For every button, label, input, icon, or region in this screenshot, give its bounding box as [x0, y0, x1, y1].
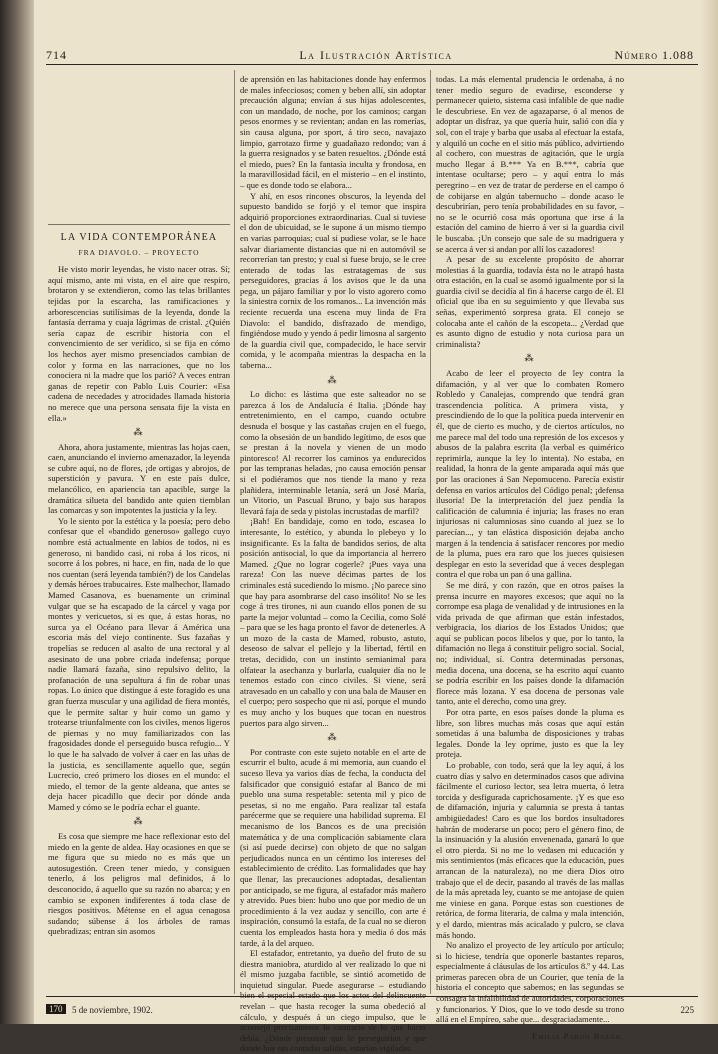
page-edge: [700, 0, 718, 1024]
section-separator: ⁂: [133, 427, 145, 438]
magazine-page: [34, 0, 718, 1054]
footer-rule: [46, 996, 698, 997]
previous-article-end: [48, 74, 230, 225]
footer-date: 5 de noviembre, 1902.: [72, 1005, 153, 1015]
paragraph: Por contraste con este sujeto notable en el arte de escurrir el bulto, acude á mi memoria, aun cuando el suceso lleva ya varios días de fecha, la conducta del falsificador que consiguió estafar al Banco de mi pueblo una suma respetable: setenta mil y pico de pesetas, si no me engaño. Para realizar tal estafa parécerme que se requiere una habilidad suprema. El mecanismo de los Bancos es de una precisión matemática y de una complicación sabiamente clara (si así puede decirse) con objeto de que no salgan perjudicados nunca en un céntimo los intereses del establecimiento de crédito. Las formalidades que hay que llenar, las precauciones adoptadas, desalientan por anticipado, se me figura, al estafador más mañero y atrevido. Pues bien: hubo uno que por medio de un procedimiento á la vez audaz y sencillo, con arte é inspiración, consumó la estafa, de la cual no se dieron cuenta los empleados hasta hora y media ó dos más tarde, á la del arqueo.: [240, 746, 426, 948]
header-page-number: 714: [46, 48, 67, 62]
section-separator: ⁂: [524, 353, 536, 364]
header-rule: [46, 64, 698, 65]
paragraph: Lo dicho: es lástima que este salteador no se parezca á los de Andalucía é Italia. ¡Dónde hay entretenimiento, en el campo, cuando octubre desnuda el bosque y las castañas crujen en el fuego, como la obsesión de un bandido legítimo, de esos que se prestan á la novela y vienen de un modo pintoresco! Al recorrer los caminos ya endurecidos por las tempranas heladas, ¡no causa emoción pensar si el podiéramos que nos tiende la mano y reza plañidera, interminable letanía, será un José María, un Vitorio, un Pascual Bruno, y bajo sus harapos llevará faja de seda y pistolas incrustadas de marfil?: [240, 389, 426, 516]
paragraph: Se me dirá, y con razón, que en otros países la prensa incurre en mayores excesos; que aquí no la corrompe esa plaga de venalidad y de intrusiones en la vida privada de que afirman que están infestados, verbigracia, los diarios de los Estados Unidos; que aquí se publican pocos libelos y que, por lo tanto, la difamación no llega á constituir peligro social. Social, no; individual, sí. Contra determinadas personas, media docena, una docena, se ha escrito aquí cuanto se podría escribir en los países donde la difamación florece más lozana. Y esa docena de personas vale tanto, ante el derecho, como una grey.: [436, 579, 624, 707]
paragraph: Por otra parte, en esos países donde la pluma es libre, son libres muchas más cosas que aquí están sometidas á una balumba de disposiciones y trabas legales. Donde la ley oprime, justo es que la ley proteja.: [436, 707, 624, 760]
column-divider: [234, 70, 235, 994]
paragraph: Es cosa que siempre me hace reflexionar esto del miedo en la gente de aldea. Hay ocasiones en que se me figura que su miedo no es más que un autosugestión. Creen tener miedo, y consiguen tenerlo, á los peligros mal definidos, á lo desconocido, á aquello que su razón no abarca; y en cambio se exponen indiferentes á toda clase de riesgos positivos. Métense en el agua cenagosa sudando; súbense á los árboles de ramas quebradizas; entran sin asomos: [48, 831, 230, 937]
paragraph: de aprensión en las habitaciones donde hay enfermos de males infecciosos; comen y beben allí, sin adoptar precaución alguna; envían á sus hijas adolescentes, con un mandado, de noche, por los caminos; cargan pesos enormes y se revientan; andan en las romerías, sin causa alguna, por sport, á tiro seco, navajazo limpio, garrotazo firme y guadañazo redondo; van á la guerra resignados y se baten resueltos. ¿Dónde está el miedo, pues? En la fantasía inculta y frondosa, en la maravillosidad fácil, en el misterio – en el instinto, – que es donde todo se elabora...: [240, 74, 426, 190]
column-1: [48, 74, 230, 994]
paragraph: He visto morir leyendas, he visto nacer otras. Sí; aquí mismo, ante mi vista, en el aire que respiro, brotaron y se extendieron, como las telas brillantes tejidas por la escarcha, las ramificaciones y arborescencias sutilísimas de la leyenda, donde la fantasía derrama y cuaja lágrimas de cristal. ¿Quién sería capaz de escribir historia con el convencimiento de ser verídico, si se fija en cómo los hechos ayer mismo presenciados cambian de color y forma en las narraciones, que no los conociera ni la madre que los parió? A veces entran ganas de repetir con Pablo Luis Courier: «Esa cadena de necedades y atrocidades llamada historia no merece que una persona sensata fije la vista en ella.»: [48, 264, 230, 423]
column-3: [436, 74, 624, 1041]
paragraph: No analizo el proyecto de ley artículo por artículo; si lo hiciese, tendría que oponerle bastantes reparos, especialmente á cláusulas de los artículos 8.º y 44. Las primeras parecen obra de un Courier, que tenía de la historia el concepto que sabemos; en las segundas se consagra la infalibilidad de autoridades, corporaciones y funcionarios. Y Dios, que lo ve todo desde su trono allá en el Empíreo, sabe que... desgraciadamente...: [436, 940, 624, 1025]
paragraph: A pesar de su excelente propósito de ahorrar molestias á la guardia, todavía ésta no le atrapó hasta otra estación, en la cual se asomó igualmente por si la guardia civil se decidía al fin á hacerse cargo de él. El oficial que iba en su seguimiento y que llevaba sus señas, experimentó sorpresa grata. El conejo se colocaba ante el cañón de la escopeta... ¿Verdad que es asunto digno de estudio y nota curiosa para un criminalista?: [436, 254, 624, 349]
footer-issue-number: 170: [46, 1004, 66, 1014]
footer-page-number: 225: [680, 1005, 694, 1015]
section-title: LA VIDA CONTEMPORÁNEA: [60, 232, 218, 243]
header-issue: Número 1.088: [614, 48, 694, 62]
author-signature: Emilia Pardo Bazán.: [532, 1030, 624, 1041]
section-subtitle: FRA DIAVOLO. – PROYECTO: [78, 247, 200, 257]
paragraph: Yo le siento por la estética y la poesía; pero debo confesar que el «bandido generoso» gallego cuyo nombre está actualmente en labios de todos, ni es generoso, ni bandido casi, ni roba á los ricos, ni socorre á los pobres, ni hace, en fin, nada de lo que nos cuentan (será leyenda también?) de los Candelas y demás héroes trabucaires. Este malhechor, llamado Mamed Casanova, es buenamente un criminal vulgar que se ha escapado de la cárcel y vaga por montes y vericuetos, si es que, á estas horas, no surca ya el Océano para llevar á América una escoria más del viejo continente. Sus fazañas y tropelías se reducen al asalto de una rectoral y al asesinato de una pobre criada indefensa; porque nadie llamará fazaña, sino repulsivo delito, la profanación de una sepultura á fin de robar unas ropas. Lo único que distingue á este foragido es una gran fuerza muscular y una agilidad de fiera montés, que le permite saltar y huir como un gamo y trotearse triunfalmente con los civiles, menos ligeros de piernas y no muy familiarizados con las fragosidades donde el perseguido busca refugio... Y lo que le ha salvado de volver á caer en las uñas de la justicia, es sencillamente aquello que, según Lucrecio, creó primero los dioses en el mundo: el miedo, el temor de la gente aldeana, que antes se deja hacer picadillo que decir por dónde anda Mamed y cómo se le podría echar el guante.: [48, 515, 230, 812]
paragraph: El estafador, entretanto, ya dueño del fruto de su diestra maniobra, aturdido al ver realizado lo que ni él mismo juzgaba factible, se sintió acometido de inquietud singular. Puede asegurarse – estudiando bien el especial estado que los actos del delincuente revelan – que hasta recoger la suma obedeció al cálculo, y después á un ciego impulso, que le aconsejó precisamente lo contrario de lo que hacer debía. ¿Dónde presumir que le perseguirían y que donde hay tan contadas salidas, estarían vigiladas: [240, 948, 426, 1054]
section-separator: ⁂: [327, 374, 339, 385]
section-separator: ⁂: [327, 732, 339, 743]
paragraph: Ahora, ahora justamente, mientras las hojas caen, caen, anunciando el invierno amenazador, la leyenda se cubre aquí, no de flores, ¡de ortigas y abrojos, de superstición y pavura. Y en este país dulce, melancólico, en apariencia tan apacible, surge la dramática silueta del bandido ante quien tiemblan las comarcas y son impotentes la justicia y la ley.: [48, 441, 230, 516]
paragraph: ¡Bah! En bandidaje, como en todo, escasea lo interesante, lo estético, y abunda lo plebeyo y lo insignificante. Es la falta de bandidos serios, de alta posición antisocial, lo que da importancia al herrero Mamed. ¿Que no lograr cogerle? ¡Pues vaya una rareza! Con las nueve décimas partes de los criminales está sucediendo lo mismo. ¡No parece sino que hay para asombrarse del caso insólito! No se les coge á tres tirones, ni aun cuando ellos ponen de su parte la mejor voluntad – como la Cecilia, como Solé – para que se les haga pronto el favor de detenerles. A un mozo de la casta de Mamed, robusto, astuto, deseoso de salvar el pellejo y la libertad, fértil en tretas, decidido, con un instinto semianimal para olfatear la asechanza y burlarla, cualquier día no le tenemos estado con cinco civiles. Si viene, será atravesado en un caballo y con una bala de Mauser en el cuerpo; pero sospecho que ni así, porque el mundo es muy ancho y los buques que tocan en nuestros puertos para algo sirven...: [240, 516, 426, 728]
paragraph: Lo probable, con todo, será que la ley aquí, á los cuatro días y salvo en determinados casos que adivina fácilmente el curioso lector, sea letra muerta, ó letra torcida y desfigurada caprichosamente. ¡Y es que eso de difamación, injuria y calumnia se presta á tantas ambigüedades! Caro es que los bordos insultadores habrán de moderarse un poco; pero el género fino, de la insinuación y la alusión envenenada, ganará lo que el otro pierda. Si no me lo vedasen mi educación y mis sentimientos (más eficaces que la educación, pues arrancan de la naturaleza), no me diera Dios otro trabajo que el de decir, pasando al través de las mallas de la más apretada ley, cuanto se me antojase de quien me viniese en gana. Porque estas son cuestiones de retórica, de forma literaria, de calma y mala intención, y el dardo, mientras más acicalado y pulcro, se clava más hondo.: [436, 760, 624, 940]
paragraph: Y ahí, en esos rincones obscuros, la leyenda del supuesto bandido se forjó y el temor que inspira adquirió proporciones extraordinarias. Cual si tuviese el don de ubicuidad, se le supone á un mismo tiempo en varias parroquias; cual si pudiese volar, se le hace salvar diariamente distancias que ni en automóvil se recorrerían tan presto; y cual si fuese brujo, se le cree enterado de todas las estratagemas de sus perseguidores, gracias á los avisos que le da una pega, un pájaro familiar y por lo visto agorero como la siniestra cornix de los romanos... La invención más reciente recuerda una escena muy linda de Fra Diavolo: el bandido, disfrazado de mendigo, fingiéndose mudo y yendo á pedir limosna al sargento de la guardia civil que, compadecido, le hace servir comida, y le acompaña mientras la despacha en la taberna...: [240, 190, 426, 371]
section-separator: ⁂: [133, 816, 145, 827]
header-title: La Ilustración Artística: [299, 48, 453, 62]
column-2: [240, 74, 426, 1054]
paragraph: todas. La más elemental prudencia le ordenaba, á no tener medio seguro de evadirse, esconderse y permanecer quieto, sistema casi infalible de que nadie le descubriese. En vez de agazaparse, ó al menos de adoptar un disfraz, ya que quería huir, salió con día y sol, con el traje y barba que usaba al efectuar la estafa, y alquiló un coche en el sitio más público, advirtiendo al cochero, con muestras de agitación, que le urgía mucho llegar á B.*** Ya en B.***, cabría que intentase ocultarse; pero – y aquí entra lo más peregrino – en vez de tratar de perderse en el campo ó de cobijarse en algún tabernucho – donde acaso le descubrirían, pero tenía probabilidades en su favor, – no se le ocurrió cosa más oportuna que irse á la estación del camino de hierro á ver si la guardia civil le buscaba. ¡Un consejo que sale de su madriguera y se acerca á ver si andan por allí los cazadores!: [436, 74, 624, 254]
book-spine: [0, 0, 34, 1024]
paragraph: Acabo de leer el proyecto de ley contra la difamación, y al ver que lo combaten Romero Robledo y Canalejas, comprendo que tendrá gran trascendencia política. A primera vista, y prescindiendo de lo que la política pueda intervenir en él, que de cierto es mucho, y de ciertos artículos, no me parece mal del todo una represión de los excesos y abusos de la palabra escrita (la verbal es quimérico reprimirla, aunque la ley lo intenta). No estaba, en realidad, la honra de la gente amparada aquí más que por las oraciones á San Nepomuceno. Parecía existir defensa en varios artículos del Código penal; ¡defensa ilusoria! De la interpretación del juez pendía la calificación de calumnia é injuria; las frases no eran injuriosas ni calumniosas sino cuando al juez se lo parecían..., y tan elástica disposición dejaba ancho margen á la tendencia á satisfacer rencores por medio de la pluma, pues era raro que los jueces quisiesen desplegar en esto la severidad que á veces desplegan contra el que roba un pan ó una gallina.: [436, 368, 624, 580]
column-divider: [430, 70, 431, 994]
